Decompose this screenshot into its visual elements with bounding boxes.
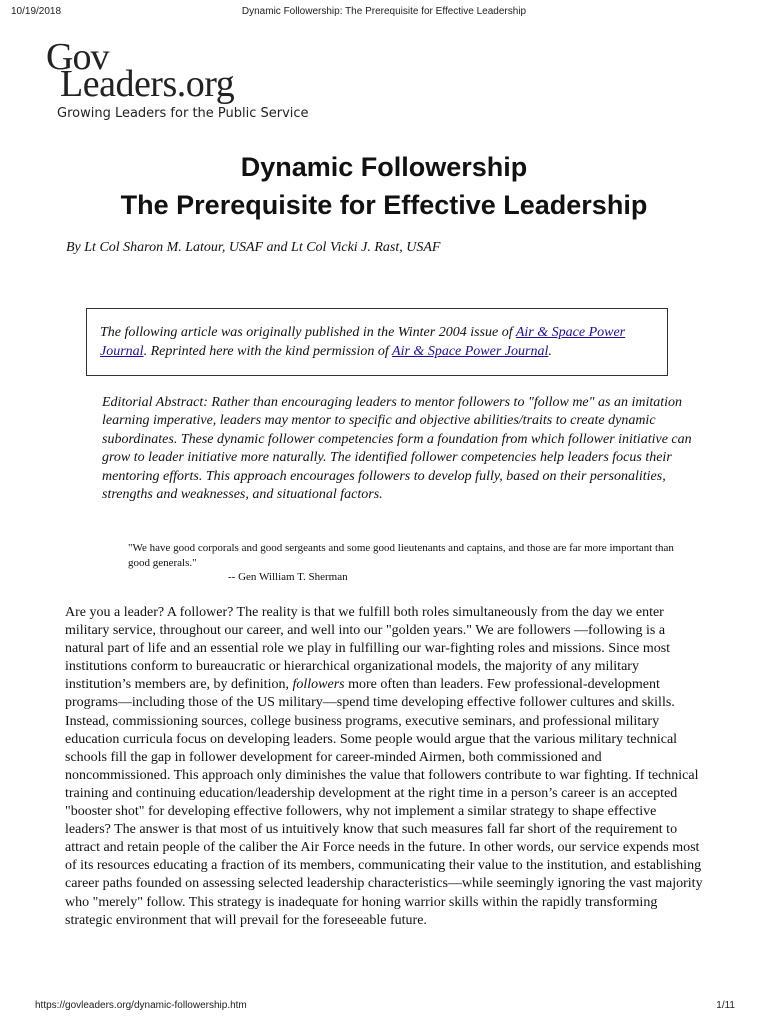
article-byline: By Lt Col Sharon M. Latour, USAF and Lt Col Vicki J. Rast, USAF [66,240,441,255]
govleaders-logo[interactable] [46,38,286,106]
page-number: 1/11 [716,1000,735,1011]
journal-link-1[interactable]: Air & Space Power Journal [100,325,626,359]
body-text-part-1: Are you a leader? A follower? The reality is that we fulfill both roles simultaneously from the day we enter military service, throughout our career, and well into our "golden years." We are followers —following is a natural part of life and an essential role we play in fulfilling our war-fighting roles and missions. Since most institutions conform to bureaucratic or hierarchical organizational models, the majority of any military institution’s members are, by definition, [65,605,671,693]
article-title [0,148,768,224]
publication-note-box [86,308,668,376]
quote-text: "We have good corporals and good sergeants and some good lieutenants and captains, and those are far more important than good generals." [128,542,674,569]
logo-line-2: Leaders.org [60,63,235,105]
site-tagline: Growing Leaders for the Public Service [57,106,309,121]
editorial-abstract: Editorial Abstract: Rather than encouraging leaders to mentor followers to "follow me" as an imitation learning imperative, leaders may mentor to specific and objective abilities/traits to create dynamic subordinates. These dynamic follower competencies form a foundation from which follower initiative can grow to leader initiative more naturally. The identified follower competencies help leaders focus their mentoring efforts. This approach encourages followers to develop fully, based on their personalities, strengths and weaknesses, and situational factors. [102,395,692,503]
print-header [0,6,768,20]
article-title-line-2: The Prerequisite for Effective Leadership [120,190,648,220]
print-page-title: Dynamic Followership: The Prerequisite for Effective Leadership [241,6,527,17]
body-text-part-2: more often than leaders. Few professional-development programs—including those of the US military—spend time developing effective follower cultures and skills. Instead, commissioning sources, college business programs, executive seminars, and professional military education curricula focus on developing leaders. Some people would argue that the various military technical schools fill the gap in follower development for career-minded Airmen, both commissioned and noncommissioned. This approach only diminishes the value that followers contribute to war fighting. If technical training and continuing education/leadership development at the right time in a person’s career is an accepted "booster shot" for developing effective followers, why not implement a similar strategy to shape effective leaders? The answer is that most of us intuitively know that such measures fall far short of the requirement to attract and retain people of the caliber the Air Force needs in the future. In other words, our service expends most of its resources educating a fraction of its members, communicating their value to the institution, and establishing career paths founded on assessing selected leadership characteristics—while seemingly ignoring the vast majority who "merely" follow. This strategy is inadequate for honing warrior skills within the rapidly transforming strategic environment that will prevail for the foreseeable future. [65,677,703,928]
print-url: https://govleaders.org/dynamic-followership.htm [35,1000,247,1011]
body-emphasis: followers [292,677,345,693]
print-footer [0,1000,768,1014]
logo-line-1: Gov [46,36,109,78]
print-date: 10/19/2018 [11,6,62,17]
sherman-quote [128,541,698,585]
journal-link-2[interactable]: Air & Space Power Journal [392,344,549,359]
note-text-3: . [548,344,552,359]
article-title-line-1: Dynamic Followership [240,152,528,182]
note-text-2: . Reprinted here with the kind permission of [143,344,393,359]
note-text-1: The following article was originally published in the Winter 2004 issue of [100,325,516,340]
quote-attribution: -- Gen William T. Sherman [228,571,348,583]
article-body-paragraph [65,604,705,930]
